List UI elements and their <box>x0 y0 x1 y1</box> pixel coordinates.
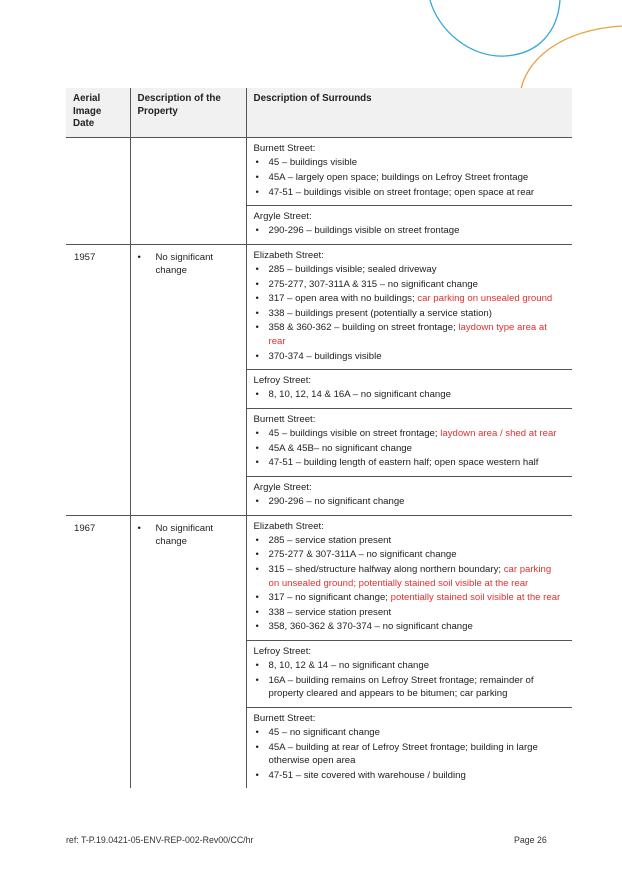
list-item-text <box>269 456 539 470</box>
list-item-text <box>269 263 437 277</box>
list-item-text <box>269 534 392 548</box>
item-text: 16A – building remains on Lefroy Street frontage; remainder of property cleared and appears to be bitumen; car parking <box>268 674 534 700</box>
list-item-text <box>269 171 529 185</box>
item-text: 275-277, 307-311A & 315 – no significant change <box>268 278 478 290</box>
aerial-image-date <box>66 138 130 245</box>
list-item-text <box>269 620 473 634</box>
list-item-text <box>269 292 553 306</box>
list-item-text <box>269 659 430 673</box>
header-description-surrounds: Description of Surrounds <box>246 88 572 138</box>
bullet-icon: • <box>137 522 141 534</box>
property-bullet-text: No significant change <box>155 522 214 548</box>
street-name: Burnett Street: <box>253 143 316 155</box>
list-item <box>254 563 565 590</box>
header-aerial-image-date: Aerial Image Date <box>66 88 130 138</box>
list-item <box>254 263 565 277</box>
list-item <box>254 292 565 306</box>
aerial-image-date: 1967 <box>66 515 130 788</box>
property-description <box>130 138 246 245</box>
street-name: Argyle Street: <box>253 481 312 493</box>
bullet-icon: • <box>255 769 259 781</box>
bullet-icon: • <box>255 322 259 334</box>
property-bullet <box>138 251 242 278</box>
item-text: 275-277 & 307-311A – no significant change <box>268 549 457 561</box>
list-item-text <box>269 186 535 200</box>
bullet-icon: • <box>255 727 259 739</box>
item-text: 45A – building at rear of Lefroy Street frontage; building in large otherwise open area <box>268 741 538 767</box>
footer-reference: ref: T-P.19.0421-05-ENV-REP-002-Rev00/CC/hr <box>66 835 254 845</box>
bullet-icon: • <box>255 428 259 440</box>
street-section <box>247 516 573 641</box>
table-row <box>66 244 572 515</box>
bullet-icon: • <box>255 563 259 575</box>
street-section <box>247 245 573 370</box>
item-text: 47-51 – site covered with warehouse / building <box>268 769 466 781</box>
bullet-icon: • <box>255 549 259 561</box>
street-section <box>247 370 573 409</box>
surrounds-description <box>246 244 572 515</box>
list-item-text <box>269 156 358 170</box>
list-item <box>254 171 565 185</box>
item-text: 338 – buildings present (potentially a service station) <box>268 307 492 319</box>
street-name: Argyle Street: <box>253 211 312 223</box>
list-item-text <box>269 307 492 321</box>
property-description <box>130 244 246 515</box>
list-item <box>254 591 565 605</box>
street-name: Elizabeth Street: <box>253 249 324 261</box>
list-item <box>254 278 565 292</box>
list-item <box>254 534 565 548</box>
item-text: 370-374 – buildings visible <box>268 350 382 362</box>
orange-curve <box>520 26 622 95</box>
bullet-icon: • <box>255 307 259 319</box>
property-description <box>130 515 246 788</box>
list-item <box>254 726 565 740</box>
item-text: 8, 10, 12, 14 & 16A – no significant change <box>268 389 451 401</box>
list-item-text <box>269 427 557 441</box>
street-name: Elizabeth Street: <box>253 520 324 532</box>
item-text: 47-51 – building length of eastern half; open space western half <box>268 457 539 469</box>
list-item-text <box>269 548 457 562</box>
bullet-icon: • <box>255 389 259 401</box>
highlighted-text: car parking on unsealed ground; potentially stained soil visible at the rear <box>268 563 552 589</box>
item-text: 338 – service station present <box>268 606 392 618</box>
list-item <box>254 186 565 200</box>
list-item <box>254 659 565 673</box>
item-text: 45 – buildings visible on street frontage; <box>268 428 441 440</box>
bullet-icon: • <box>255 442 259 454</box>
list-item <box>254 307 565 321</box>
list-item <box>254 350 565 364</box>
bullet-icon: • <box>255 293 259 305</box>
list-item <box>254 620 565 634</box>
bullet-icon: • <box>255 660 259 672</box>
item-text: 47-51 – buildings visible on street frontage; open space at rear <box>268 186 535 198</box>
item-text: 285 – service station present <box>268 534 392 546</box>
list-item-text <box>269 563 565 590</box>
list-item-text <box>269 442 412 456</box>
aerial-image-table <box>66 88 572 788</box>
list-item <box>254 769 565 783</box>
street-section <box>247 138 573 206</box>
bullet-icon: • <box>255 263 259 275</box>
item-text: 45 – no significant change <box>268 727 380 739</box>
header-description-property: Description of the Property <box>130 88 246 138</box>
bullet-icon: • <box>255 225 259 237</box>
item-text: 317 – open area with no buildings; <box>268 293 418 305</box>
list-item <box>254 456 565 470</box>
bullet-icon: • <box>137 251 141 263</box>
item-text: 290-296 – no significant change <box>268 496 405 507</box>
bullet-icon: • <box>255 621 259 633</box>
street-section <box>247 641 573 708</box>
list-item <box>254 674 565 701</box>
bullet-icon: • <box>255 674 259 686</box>
list-item <box>254 495 565 509</box>
street-name: Lefroy Street: <box>253 375 312 387</box>
item-text: 285 – buildings visible; sealed driveway <box>268 263 437 275</box>
bullet-icon: • <box>255 534 259 546</box>
highlighted-text: laydown area / shed at rear <box>440 428 557 440</box>
item-text: 358 & 360-362 – building on street frontage; <box>268 322 459 334</box>
street-name: Lefroy Street: <box>253 645 312 657</box>
bullet-icon: • <box>255 278 259 290</box>
list-item <box>254 606 565 620</box>
decorative-curves <box>0 0 622 100</box>
list-item-text <box>269 224 460 238</box>
street-section <box>247 206 573 244</box>
item-text: 45A & 45B– no significant change <box>268 442 412 454</box>
list-item-text <box>269 388 451 402</box>
list-item <box>254 427 565 441</box>
list-item <box>254 388 565 402</box>
list-item-text <box>269 606 392 620</box>
item-text: 45A – largely open space; buildings on Lefroy Street frontage <box>268 171 529 183</box>
street-name: Burnett Street: <box>253 413 316 425</box>
page-number: Page 26 <box>514 835 547 845</box>
item-text: 290-296 – buildings visible on street frontage <box>268 225 460 237</box>
list-item-text <box>269 726 380 740</box>
list-item-text <box>269 591 561 605</box>
bullet-icon: • <box>255 592 259 604</box>
item-text: 317 – no significant change; <box>268 592 391 604</box>
street-name: Burnett Street: <box>253 712 316 724</box>
blue-curve <box>430 0 560 56</box>
highlighted-text: laydown type area at rear <box>268 322 547 348</box>
list-item-text <box>269 674 565 701</box>
list-item <box>254 442 565 456</box>
street-section <box>247 409 573 477</box>
property-bullet-text: No significant change <box>155 251 214 277</box>
property-bullet <box>138 522 242 549</box>
list-item <box>254 548 565 562</box>
bullet-icon: • <box>255 157 259 169</box>
bullet-icon: • <box>255 606 259 618</box>
item-text: 315 – shed/structure halfway along northern boundary; <box>268 563 504 575</box>
street-section <box>247 477 573 515</box>
table-row <box>66 138 572 245</box>
table-row <box>66 515 572 788</box>
surrounds-description <box>246 515 572 788</box>
list-item-text <box>269 769 466 783</box>
list-item-text <box>269 350 382 364</box>
surrounds-description <box>246 138 572 245</box>
bullet-icon: • <box>255 457 259 469</box>
bullet-icon: • <box>255 186 259 198</box>
aerial-image-date: 1957 <box>66 244 130 515</box>
list-item <box>254 321 565 348</box>
table-header-row <box>66 88 572 138</box>
list-item-text <box>269 495 405 509</box>
item-text: 358, 360-362 & 370-374 – no significant change <box>268 621 473 633</box>
highlighted-text: potentially stained soil visible at the rear <box>390 592 561 604</box>
item-text: 8, 10, 12 & 14 – no significant change <box>268 660 430 672</box>
list-item <box>254 224 565 238</box>
bullet-icon: • <box>255 350 259 362</box>
list-item-text <box>269 741 565 768</box>
bullet-icon: • <box>255 741 259 753</box>
list-item-text <box>269 278 478 292</box>
list-item-text <box>269 321 565 348</box>
street-section <box>247 708 573 789</box>
list-item <box>254 156 565 170</box>
list-item <box>254 741 565 768</box>
bullet-icon: • <box>255 171 259 183</box>
item-text: 45 – buildings visible <box>268 157 358 169</box>
highlighted-text: car parking on unsealed ground <box>417 293 553 305</box>
bullet-icon: • <box>255 496 259 507</box>
